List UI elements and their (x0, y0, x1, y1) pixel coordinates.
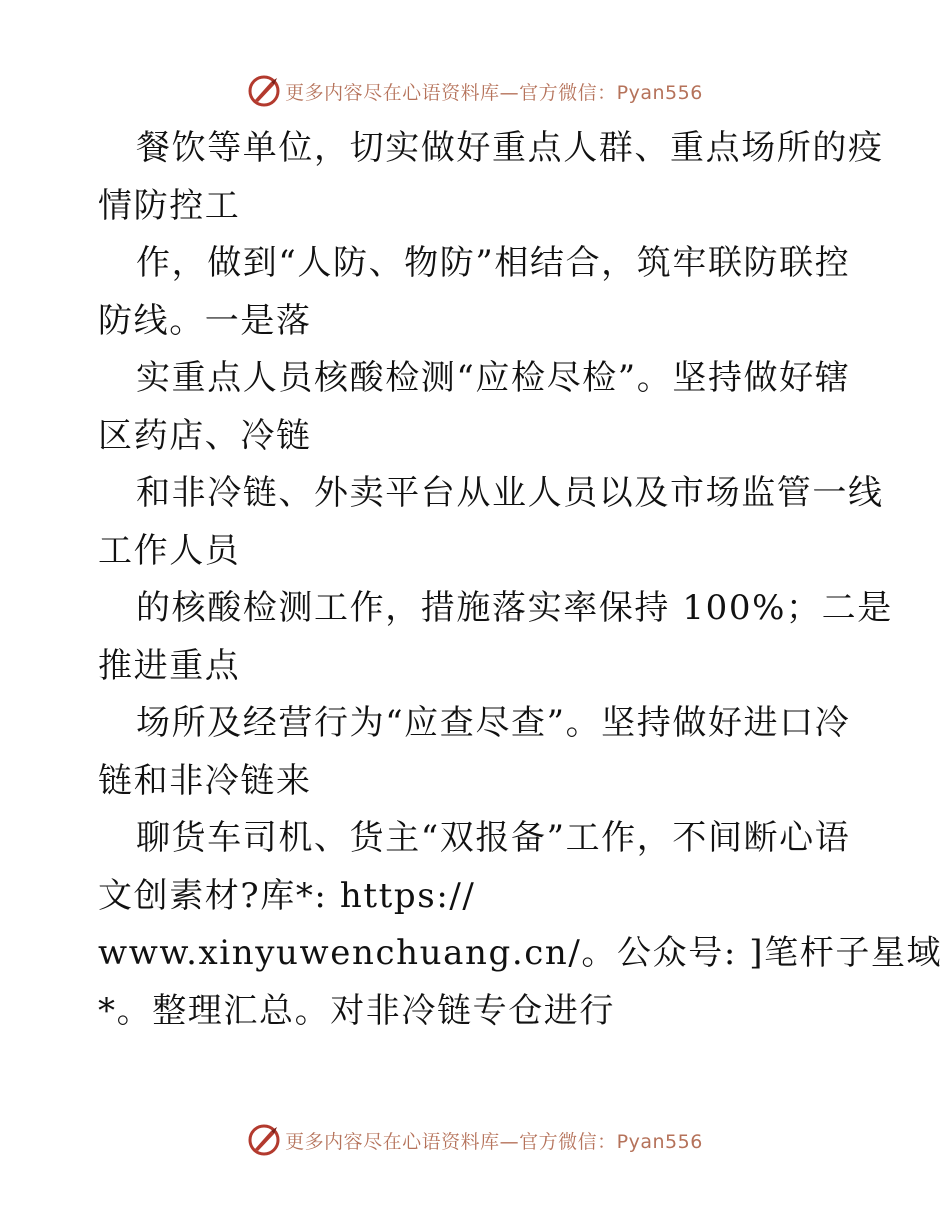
text-line: 推进重点 (98, 645, 241, 686)
footer-banner-text: 更多内容尽在心语资料库—官方微信：Pyan556 (285, 1130, 703, 1153)
text-line: *。整理汇总。对非冷链专仓进行 (98, 990, 615, 1031)
text-line: 区药店、冷链 (98, 415, 312, 456)
header-banner-text: 更多内容尽在心语资料库—官方微信：Pyan556 (285, 81, 703, 104)
text-line: 餐饮等单位，切实做好重点人群、重点场所的疫 (136, 128, 884, 168)
document-body (98, 120, 943, 1040)
text-line: 情防控工 (98, 185, 241, 226)
quill-logo-icon (247, 1123, 281, 1157)
text-line: 链和非冷链来 (98, 760, 312, 801)
text-line: 实重点人员核酸检测“应检尽检”。坚持做好辖 (136, 358, 851, 398)
footer-watermark-banner (0, 1120, 950, 1160)
text-line: www.xinyuwenchuang.cn/。公众号: ]笔杆子星域 (98, 933, 943, 973)
text-line: 场所及经营行为“应查尽查”。坚持做好进口冷 (136, 703, 851, 743)
text-line: 和非冷链、外卖平台从业人员以及市场监管一线 (136, 473, 884, 513)
header-watermark-banner (0, 71, 950, 111)
text-line: 作，做到“人防、物防”相结合，筑牢联防联控 (136, 243, 851, 283)
text-line: 的核酸检测工作，措施落实率保持 100%；二是 (136, 588, 893, 628)
text-line: 工作人员 (98, 530, 241, 571)
text-line: 聊货车司机、货主“双报备”工作，不间断心语 (136, 818, 851, 858)
quill-logo-icon (247, 74, 281, 108)
text-line: 防线。一是落 (98, 300, 312, 341)
text-line: 文创素材?库*: https:// (98, 875, 476, 916)
